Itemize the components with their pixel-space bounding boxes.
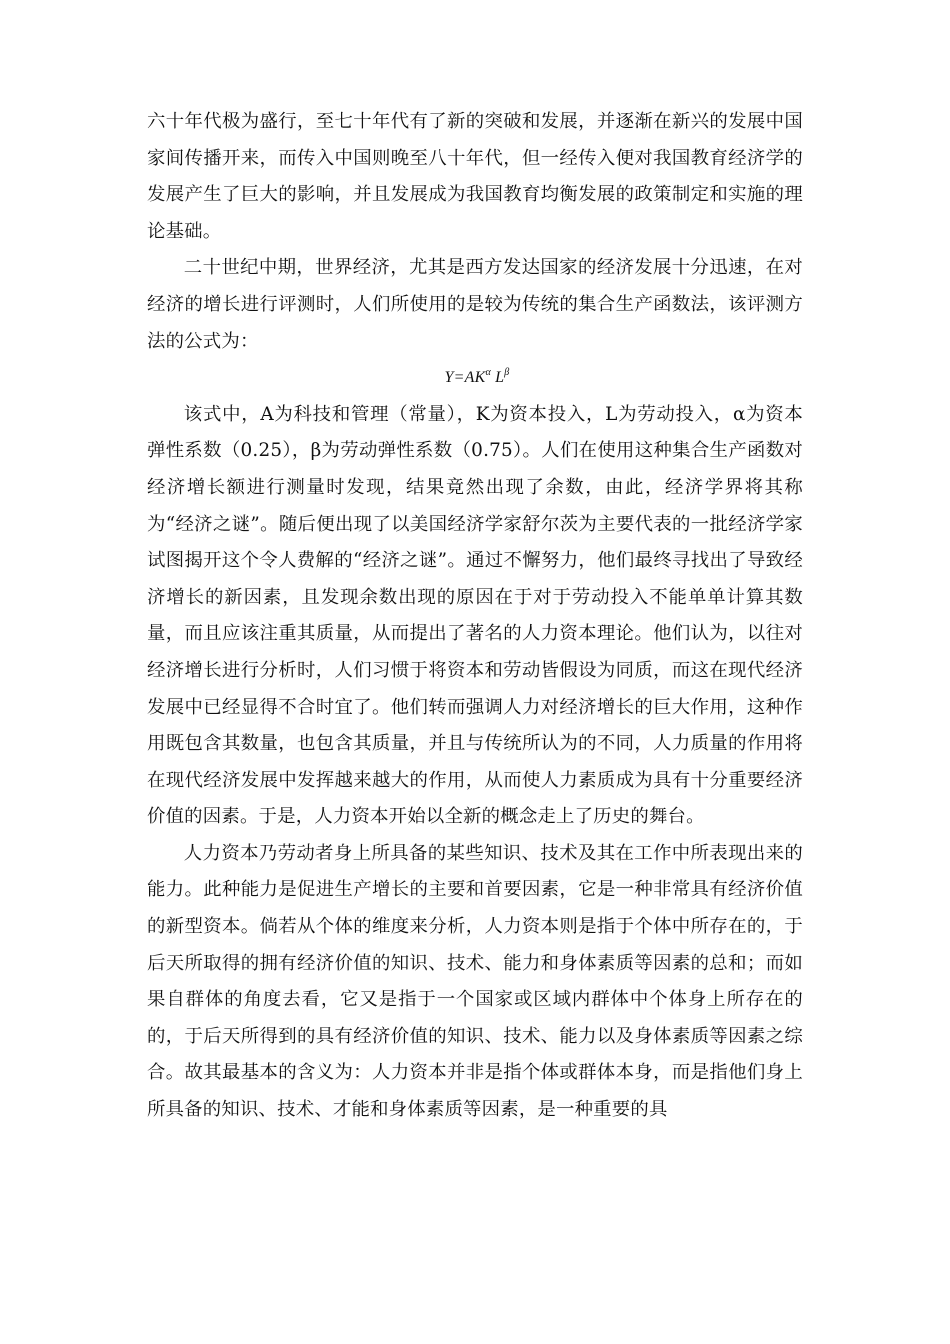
formula-base: Y=AK: [444, 369, 486, 387]
formula-middle: L: [490, 369, 505, 387]
paragraph-human-capital-definition: 人力资本乃劳动者身上所具备的某些知识、技术及其在工作中所表现出来的能力。此种能力是促进生产增长的主要和首要因素，它是一种非常具有经济价值的新型资本。倘若从个体的维度来分析，人力资本则是指于个体中所存在的，于后天所取得的拥有经济价值的知识、技术、能力和身体素质等因素的总和；而如果自群体的角度去看，它又是指于一个国家或区域内群体中个体身上所存在的的，于后天所得到的具有经济价值的知识、技术、能力以及身体素质等因素之综合。故其最基本的含义为：人力资本并非是指个体或群体本身，而是指他们身上所具备的知识、技术、才能和身体素质等因素，是一种重要的具: [147, 842, 803, 1121]
formula-cobb-douglas: [147, 360, 803, 397]
formula-alpha-exponent: α: [485, 367, 491, 379]
body-text: [147, 104, 803, 1129]
formula-beta-exponent: β: [504, 367, 510, 379]
paragraph-continuation: 六十年代极为盛行，至七十年代有了新的突破和发展，并逐渐在新兴的发展中国家间传播开来，而传入中国则晚至八十年代，但一经传入便对我国教育经济学的发展产生了巨大的影响，并且发展成为我国教育均衡发展的政策制定和实施的理论基础。: [147, 111, 803, 242]
paragraph-economic-puzzle: 该式中，A为科技和管理（常量），K为资本投入，L为劳动投入，α为资本弹性系数（0.25），β为劳动弹性系数（0.75）。人们在使用这种集合生产函数对经济增长额进行测量时发现，结果竟然出现了余数，由此，经济学界将其称为“经济之谜”。随后便出现了以美国经济学家舒尔茨为主要代表的一批经济学家试图揭开这个令人费解的“经济之谜”。通过不懈努力，他们最终寻找出了导致经济增长的新因素，且发现余数出现的原因在于对于劳动投入不能单单计算其数量，而且应该注重其质量，从而提出了著名的人力资本理论。他们认为，以往对经济增长进行分析时，人们习惯于将资本和劳动皆假设为同质，而这在现代经济发展中已经显得不合时宜了。他们转而强调人力对经济增长的巨大作用，这种作用既包含其数量，也包含其质量，并且与传统所认为的不同，人力质量的作用将在现代经济发展中发挥越来越大的作用，从而使人力素质成为具有十分重要经济价值的因素。于是，人力资本开始以全新的概念走上了历史的舞台。: [147, 403, 803, 828]
paragraph-production-function-intro: 二十世纪中期，世界经济，尤其是西方发达国家的经济发展十分迅速，在对经济的增长进行评测时，人们所使用的是较为传统的集合生产函数法，该评测方法的公式为：: [147, 257, 803, 352]
